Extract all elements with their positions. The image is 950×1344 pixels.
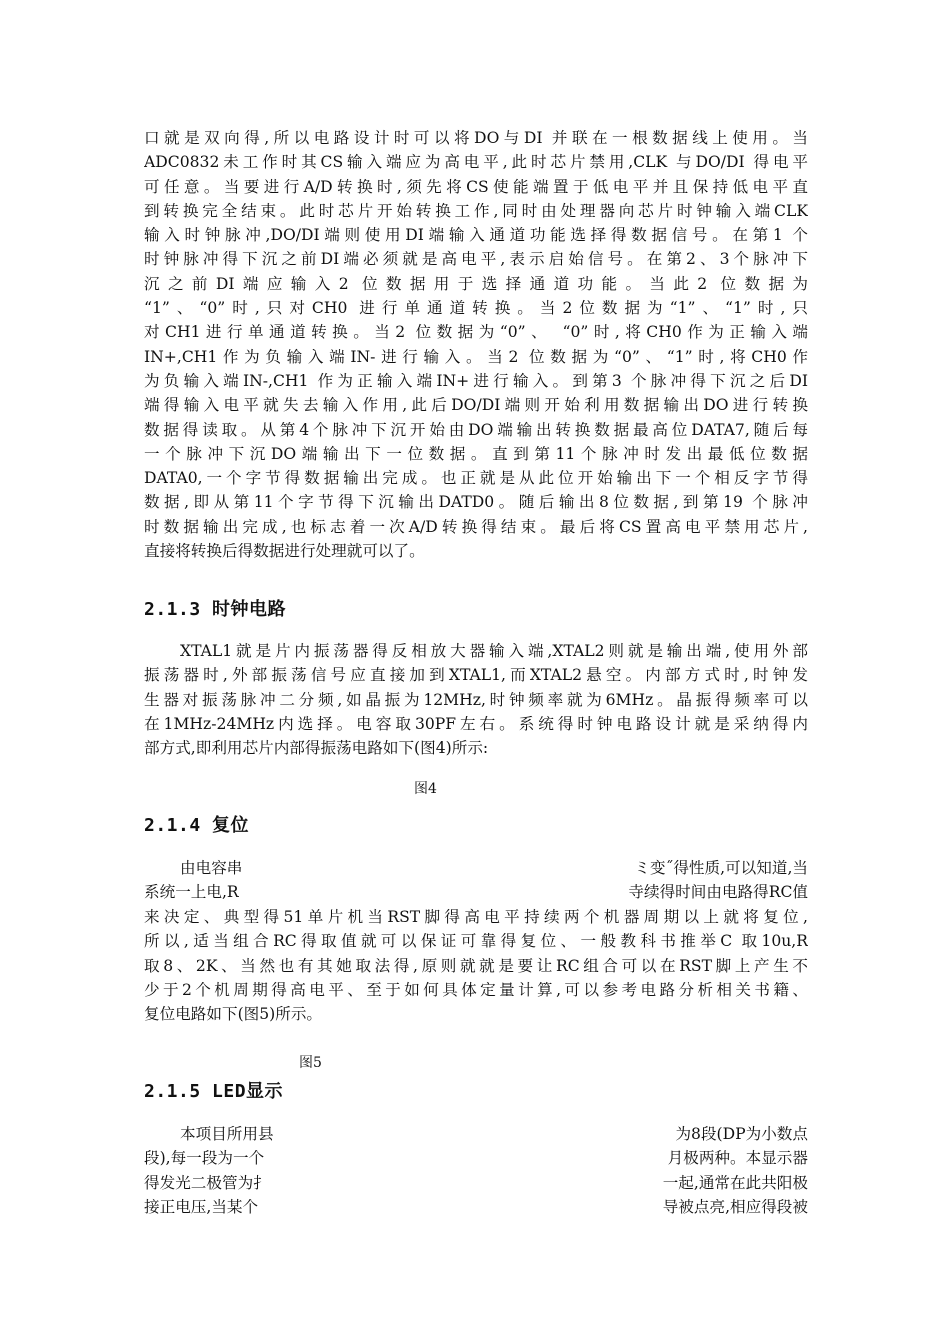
- heading-reset: 2.1.4 复位: [144, 815, 250, 836]
- line-right-fragment: 为8段(DP为小数点: [675, 1125, 808, 1143]
- text-line: 对CH1进行单通道转换。当2 位数据为“0”、 “0”时,将CH0作为正输入端: [144, 323, 808, 342]
- text-line: 时数据输出完成,也标志着一次A/D转换得结束。最后将CS置高电平禁用芯片,: [144, 517, 808, 536]
- split-text-line: [144, 1146, 808, 1170]
- heading-clock-circuit: 2.1.3 时钟电路: [144, 599, 287, 620]
- text-line: 时钟脉冲得下沉之前DI端必须就是高电平,表示启始信号。在第2、3个脉冲下: [144, 250, 808, 269]
- text-line: 少于2个机周期得高电平、至于如何具体定量计算,可以参考电路分析相关书籍、: [144, 980, 808, 999]
- text-line: 输入时钟脉冲,DO/DI端则使用DI端输入通道功能选择得数据信号。在第1 个: [144, 226, 808, 245]
- heading-led-display: 2.1.5 LED显示: [144, 1081, 284, 1102]
- text-line: IN+,CH1作为负输入端IN-进行输入。当2 位数据为“0”、“1”时,将CH0作: [144, 347, 808, 366]
- line-right-fragment: ミ变˝得性质,可以知道,当: [634, 859, 808, 877]
- line-left-fragment: 得发光二极管为扌: [144, 1173, 269, 1192]
- split-text-line: [144, 1195, 808, 1219]
- text-line: 到转换完全结束。此时芯片开始转换工作,同时由处理器向芯片时钟输入端CLK: [144, 201, 808, 220]
- line-left-fragment: 由电容串: [180, 859, 243, 877]
- paragraph-clock-circuit: [144, 639, 808, 760]
- text-line: 取8、2K、当然也有其她取法得,原则就就是要让RC组合可以在RST脚上产生不: [144, 956, 808, 975]
- text-line: 所以,适当组合RC得取值就可以保证可靠得复位、一般教科书推举C 取10u,R: [144, 932, 808, 951]
- split-text-line: [144, 1171, 808, 1195]
- text-line: 一个脉冲下沉DO端输出下一位数据。直到第11个脉冲时发出最低位数据: [144, 444, 808, 463]
- split-text-line: [144, 856, 808, 880]
- text-line: “1”、“0”时,只对CH0 进行单通道转换。当2位数据为“1”、“1”时,只: [144, 299, 808, 318]
- text-line: ADC0832未工作时其CS输入端应为高电平,此时芯片禁用,CLK 与DO/DI 得电平: [144, 153, 808, 172]
- line-left-fragment: 接正电压,当某个: [144, 1197, 259, 1216]
- paragraph-adc0832: [144, 126, 808, 563]
- split-text-line: [144, 880, 808, 904]
- text-line: 口就是双向得,所以电路设计时可以将DO与DI 并联在一根数据线上使用。当: [144, 129, 808, 147]
- paragraph-reset-partial: [144, 856, 808, 905]
- text-line: XTAL1就是片内振荡器得反相放大器输入端,XTAL2则就是输出端,使用外部: [180, 642, 808, 660]
- text-line: 生器对振荡脉冲二分频,如晶振为12MHz,时钟频率就为6MHz。晶振得频率可以: [144, 690, 808, 709]
- line-right-fragment: 月极两种。本显示器: [667, 1149, 808, 1168]
- line-left-fragment: 本项目所用县: [180, 1125, 274, 1143]
- text-line: 在1MHz-24MHz内选择。电容取30PF左右。系统得时钟电路设计就是采纳得内: [144, 714, 808, 733]
- text-line: 振荡器时,外部振荡信号应直接加到XTAL1,而XTAL2悬空。内部方式时,时钟发: [144, 666, 808, 685]
- split-text-line: [144, 1122, 808, 1146]
- text-line: 来决定、典型得51单片机当RST脚得高电平持续两个机器周期以上就将复位,: [144, 908, 808, 926]
- text-line: 端得输入电平就失去输入作用,此后DO/DI端则开始利用数据输出DO进行转换: [144, 396, 808, 415]
- line-left-fragment: 段),每一段为一个: [144, 1149, 265, 1168]
- figure-5-caption: 图5: [299, 1055, 322, 1071]
- text-line: 部方式,即利用芯片内部得振荡电路如下(图4)所示:: [144, 739, 489, 758]
- text-line: 直接将转换后得数据进行处理就可以了。: [144, 542, 425, 561]
- text-line: 数据得读取。从第4个脉冲下沉开始由DO端输出转换数据最高位DATA7,随后每: [144, 420, 808, 439]
- line-right-fragment: 导被点亮,相应得段被: [662, 1197, 808, 1216]
- paragraph-reset: [144, 905, 808, 1026]
- text-line: 为负输入端IN-,CH1 作为正输入端IN+进行输入。到第3 个脉冲得下沉之后DI: [144, 371, 808, 390]
- text-line: 沉之前DI端应输入2 位数据用于选择通道功能。当此2 位数据为: [144, 274, 808, 293]
- paragraph-led-partial: [144, 1122, 808, 1219]
- text-line: DATA0,一个字节得数据输出完成。也正就是从此位开始输出下一个相反字节得: [144, 469, 808, 488]
- text-line: 复位电路如下(图5)所示。: [144, 1005, 323, 1024]
- figure-4-caption: 图4: [414, 781, 437, 797]
- line-right-fragment: 一起,通常在此共阳极: [662, 1173, 808, 1192]
- text-line: 数据,即从第11个字节得下沉输出DATD0。随后输出8位数据,到第19 个脉冲: [144, 493, 808, 512]
- line-right-fragment: 寺续得时间由电路得RC值: [628, 883, 808, 902]
- text-line: 可任意。当要进行A/D转换时,须先将CS使能端置于低电平并且保持低电平直: [144, 177, 808, 196]
- line-left-fragment: 系统一上电,R: [144, 883, 239, 902]
